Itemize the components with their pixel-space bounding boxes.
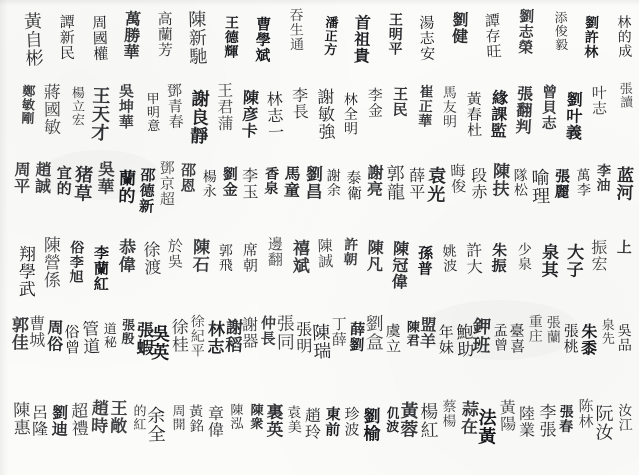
signature: 王君蒲 <box>214 81 235 132</box>
signature: 徐渡 <box>138 240 161 277</box>
signature: 姚波 <box>440 243 458 274</box>
signature: 王天才 <box>87 85 111 142</box>
signature: 陳冠偉 <box>388 239 410 291</box>
signature: 張蝦 <box>131 320 153 357</box>
signature: 翔學武 <box>14 244 36 298</box>
signature: 禧斌 <box>288 238 309 275</box>
signature: 薛劉 <box>347 320 367 353</box>
signature: 劉昌 <box>301 164 322 201</box>
signature: 東前 <box>322 405 342 438</box>
signature: 黃蓉 <box>397 400 420 439</box>
signature: 蔡楊 <box>440 398 457 429</box>
signature: 於吳 <box>166 237 185 270</box>
signature: 鄭敏剛 <box>18 83 35 126</box>
signature: 曾貝志 <box>539 83 559 131</box>
signature: 陳石 <box>188 237 210 274</box>
signature: 陳君 <box>403 319 419 348</box>
signature: 余全 <box>144 405 167 444</box>
signature: 泰衛 <box>344 169 364 202</box>
signature: 虞立 <box>383 322 402 355</box>
signature: 鄧青春 <box>165 82 186 130</box>
signature: 郭佳 <box>7 315 28 352</box>
signature-row <box>0 160 639 214</box>
signature: 張春 <box>557 403 575 434</box>
signature: 管道 <box>78 319 100 356</box>
signature: 孟曾 <box>490 322 508 353</box>
signature: 李油 <box>594 162 612 193</box>
signature: 隊松 <box>511 167 529 198</box>
signature: 張讀 <box>616 81 633 110</box>
signature: 首祖貴 <box>350 13 372 65</box>
signature: 曹城 <box>26 314 46 349</box>
signature: 林志一 <box>263 90 286 141</box>
signature: 許大 <box>463 241 484 276</box>
signature: 俗李旭 <box>67 239 85 284</box>
signature: 阮汝 <box>592 403 614 442</box>
signature: 馬童 <box>281 164 302 199</box>
signature: 陳凡 <box>364 238 385 273</box>
signature-row <box>0 314 639 361</box>
signature: 譚存旺 <box>482 12 503 60</box>
signature: 吞生通 <box>287 7 305 52</box>
signature: 李金 <box>365 86 384 119</box>
signature: 吳坤華 <box>116 82 135 130</box>
signature-row <box>0 6 639 68</box>
signature: 陳誠 <box>315 237 335 270</box>
signature: 段赤 <box>468 166 489 201</box>
signature: 楊紅 <box>417 401 439 440</box>
signature: 甲明意 <box>142 91 159 133</box>
signature: 郭龍 <box>383 163 405 202</box>
signature: 陳扶 <box>487 161 509 198</box>
signature: 陳泓 <box>227 402 243 431</box>
signature: 潘正方 <box>320 15 338 57</box>
signature: 重庄 <box>526 313 543 344</box>
signature: 裏英 <box>262 402 283 439</box>
signature: 振宏 <box>588 238 609 273</box>
signature: 劉金 <box>220 165 239 198</box>
signature: 大子 <box>562 242 584 279</box>
signature: 仉波 <box>382 405 399 434</box>
signature: 喻理 <box>528 167 551 206</box>
signature: 年妹 <box>436 323 456 356</box>
signature: 徐紀平 <box>188 313 205 358</box>
signature: 劉健 <box>449 10 470 45</box>
signature: 法黃 <box>475 407 498 446</box>
signature: 謝亮 <box>364 163 385 198</box>
signature: 湯志安 <box>417 14 437 62</box>
signature: 席朝 <box>240 241 260 274</box>
signature: 叶志 <box>589 84 608 117</box>
signature: 劉許林 <box>582 15 600 59</box>
signature: 劉榆 <box>359 406 381 443</box>
signature: 陳新馳 <box>184 9 208 66</box>
signature: 趙時 <box>86 398 109 435</box>
signature: 蘭的 <box>114 168 136 205</box>
signature: 吳英 <box>148 323 171 362</box>
signature: 張麗 <box>552 167 572 200</box>
signature: 謝器 <box>239 315 260 350</box>
signature: 王民 <box>390 85 409 118</box>
signature: 吳品 <box>615 322 632 353</box>
signature: 香泉 <box>262 165 280 196</box>
signature: 陳瑞 <box>308 322 332 361</box>
signature: 郭飛 <box>217 242 234 273</box>
signature: 超禮 <box>67 401 89 438</box>
signature: 徐桂 <box>167 317 189 354</box>
signature: 周平 <box>11 160 32 195</box>
signature: 蔣國敏 <box>39 82 61 136</box>
signature: 李蘭紅 <box>91 244 110 292</box>
signature: 趙玲 <box>302 406 322 441</box>
signature: 王敞 <box>106 398 128 435</box>
signature: 袁光 <box>424 165 447 204</box>
signature: 王明平 <box>385 12 403 56</box>
signature: 陸業 <box>516 404 536 439</box>
signature: 宜的 <box>54 164 73 197</box>
signature: 上 <box>614 238 633 255</box>
signature: 陳彦卡 <box>239 88 260 140</box>
signature: 林志 <box>203 319 225 356</box>
signature: 萬李 <box>573 167 591 198</box>
signature: 陳營係 <box>39 235 60 289</box>
signature: 周俗 <box>44 318 64 353</box>
signature: 俗曾 <box>62 323 82 356</box>
signature: 李長 <box>289 86 310 121</box>
signature: 林的成 <box>615 14 633 59</box>
signature: 高蘭芳 <box>155 10 175 58</box>
signature: 道秘 <box>100 321 117 350</box>
signature: 黃自彬 <box>20 11 45 68</box>
signature: 張桃 <box>561 322 580 355</box>
signature: 李玉 <box>239 166 260 201</box>
signature: 汝江 <box>615 402 633 433</box>
signature: 章偉 <box>205 404 225 439</box>
signature: 劉志榮 <box>515 8 536 56</box>
signature-row <box>0 236 639 298</box>
signature: 馬友明 <box>441 84 458 129</box>
signature: 趙誠 <box>32 160 52 195</box>
signature: 周開 <box>169 403 185 432</box>
signature: 泉其 <box>537 242 559 279</box>
signature: 陳惠 <box>9 400 30 437</box>
signature: 陈林 <box>575 397 595 430</box>
signature: 劉叶義 <box>563 90 584 141</box>
signature: 林全明 <box>341 91 358 136</box>
signature: 丁薛 <box>330 315 349 348</box>
signature: 王德輝 <box>221 15 239 59</box>
signature: 恭偉 <box>113 237 136 274</box>
signature: 蓝河 <box>612 165 634 202</box>
signature-row <box>0 398 639 445</box>
signature: 朱黍 <box>577 322 598 357</box>
signature: 緣課監 <box>488 88 510 140</box>
signature: 劉盒 <box>362 313 384 352</box>
signature: 周國權 <box>89 14 110 62</box>
signature: 的紅 <box>130 403 146 432</box>
signature: 崔正華 <box>415 83 434 129</box>
signature-row <box>0 82 639 145</box>
signature: 許朝 <box>341 236 359 267</box>
signature: 吳華 <box>93 159 115 196</box>
signature: 孫普 <box>414 244 434 277</box>
signature: 邵恩 <box>178 161 198 194</box>
signature: 臺喜 <box>507 322 527 355</box>
signature: 袁美 <box>284 404 302 435</box>
signature: 邊翻 <box>265 235 285 268</box>
signature: 謝稻 <box>220 317 243 354</box>
signature: 猪草 <box>71 164 94 203</box>
signature: 薛平 <box>406 166 426 201</box>
signature: 黃春杜 <box>464 90 484 138</box>
signature: 晦俊 <box>448 162 468 195</box>
signature: 謝敏強 <box>312 87 335 141</box>
signature: 少泉 <box>515 241 533 272</box>
signature: 謝余 <box>325 167 342 198</box>
signature: 朱振 <box>489 241 509 274</box>
signature: 劉迪 <box>49 403 69 438</box>
signature: 黃陽 <box>496 398 517 433</box>
signature: 張明 <box>293 320 313 355</box>
signature: 仲長 <box>258 314 278 347</box>
signature: 張蘭 <box>544 314 561 345</box>
signature: 楊永 <box>200 168 217 199</box>
signature: 黃銘 <box>187 403 205 434</box>
signature: 鄧京超 <box>158 159 177 207</box>
signature: 鉀班 <box>468 316 492 355</box>
signature: 張同 <box>273 313 295 352</box>
signature: 譚新民 <box>57 13 76 61</box>
signature: 曹學斌 <box>253 16 273 63</box>
signature: 盟羊 <box>417 315 438 350</box>
signature: 珍波 <box>342 405 361 438</box>
signature: 鮑助 <box>451 322 474 359</box>
signature: 陳衆 <box>246 402 263 431</box>
signature: 泉先 <box>598 317 615 346</box>
signature: 蒜在 <box>456 399 479 436</box>
signature: 楊立宏 <box>68 85 84 127</box>
signature: 呂隆 <box>29 403 50 438</box>
signature: 張殷 <box>118 317 135 346</box>
signature: 邵德新 <box>136 166 157 215</box>
signature: 添俊毅 <box>550 10 567 52</box>
signature: 李張 <box>535 402 556 439</box>
signature: 張翻判 <box>512 84 535 136</box>
signature: 謝良靜 <box>187 88 211 145</box>
signature: 萬勝華 <box>120 9 143 61</box>
